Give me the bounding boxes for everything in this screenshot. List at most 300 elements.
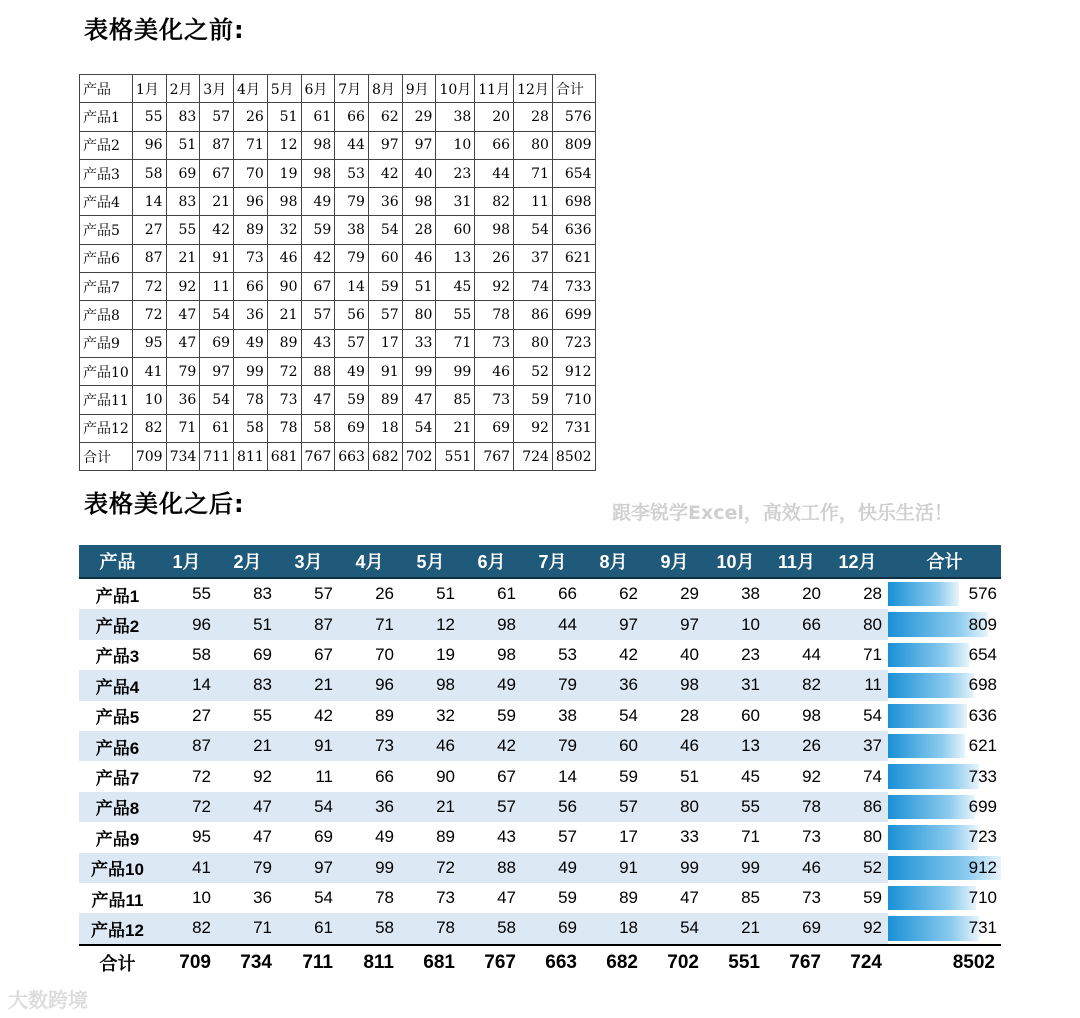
value-cell: 55: [705, 792, 766, 822]
styled-header-row: [79, 545, 1001, 578]
value-cell: 41: [156, 853, 217, 883]
value-cell: 40: [680, 644, 699, 664]
header-cell: 2月: [217, 545, 278, 578]
styled-row: [79, 731, 1001, 761]
value-cell: 70: [375, 644, 394, 664]
value-cell: 69: [314, 827, 333, 847]
value-cell: 78: [400, 913, 461, 944]
value-cell: 46: [475, 357, 514, 385]
value-cell: 59: [863, 888, 882, 908]
value-cell: 69: [522, 913, 583, 944]
value-cell: 98: [497, 644, 516, 664]
value-cell: 54: [514, 216, 553, 244]
value-cell: 74: [514, 273, 553, 301]
value-cell: 71: [514, 159, 553, 187]
value-cell: 40: [402, 159, 436, 187]
value-cell: 19: [436, 644, 455, 664]
value-cell: 58: [461, 913, 522, 944]
value-cell: 69: [475, 414, 514, 442]
header-cell: 11月: [475, 75, 514, 103]
value-cell: 79: [335, 244, 369, 272]
total-value: 576: [968, 584, 997, 604]
total-cell: 723: [552, 329, 595, 357]
total-value: 636: [968, 705, 997, 725]
value-cell: 19: [267, 159, 301, 187]
value-cell: 13: [436, 244, 475, 272]
value-cell: 61: [278, 913, 339, 944]
value-cell: 21: [278, 670, 339, 700]
row-label: 产品9: [95, 829, 140, 849]
value-cell: 82: [475, 188, 514, 216]
value-cell: 96: [132, 131, 166, 159]
total-cell: 636: [552, 216, 595, 244]
value-cell: 37: [514, 244, 553, 272]
value-cell: 98: [402, 188, 436, 216]
value-cell: 90: [436, 766, 455, 786]
value-cell: 26: [766, 731, 827, 761]
value-cell: 98: [267, 188, 301, 216]
value-cell: 10: [192, 888, 211, 908]
plain-row: [80, 244, 596, 272]
value-cell: 45: [741, 766, 760, 786]
value-cell: 12: [267, 131, 301, 159]
value-cell: 70: [234, 159, 268, 187]
row-label: 产品1: [95, 586, 140, 606]
value-cell: 551: [705, 945, 766, 980]
value-cell: 80: [863, 827, 882, 847]
value-cell: 13: [705, 731, 766, 761]
total-cell: 733: [552, 273, 595, 301]
value-cell: 79: [335, 188, 369, 216]
value-cell: 69: [253, 644, 272, 664]
value-cell: 17: [619, 827, 638, 847]
total-value: 733: [968, 766, 997, 786]
value-cell: 82: [156, 913, 217, 944]
total-cell: 8502: [552, 442, 595, 470]
value-cell: 43: [301, 329, 335, 357]
value-cell: 711: [278, 945, 339, 980]
total-cell: [888, 609, 1001, 639]
styled-row: [79, 853, 1001, 883]
value-cell: 72: [132, 301, 166, 329]
total-cell: [888, 701, 1001, 731]
total-cell: [888, 640, 1001, 670]
value-cell: 44: [335, 131, 369, 159]
total-cell: 912: [552, 357, 595, 385]
value-cell: 99: [339, 853, 400, 883]
value-cell: 97: [402, 131, 436, 159]
value-cell: 734: [217, 945, 278, 980]
header-cell: 10月: [436, 75, 475, 103]
value-cell: 58: [339, 913, 400, 944]
value-cell: 54: [278, 792, 339, 822]
plain-row: [80, 159, 596, 187]
value-cell: 36: [234, 301, 268, 329]
value-cell: 26: [475, 244, 514, 272]
value-cell: 58: [132, 159, 166, 187]
value-cell: 33: [680, 827, 699, 847]
value-cell: 682: [368, 442, 402, 470]
value-cell: 21: [166, 244, 200, 272]
value-cell: 56: [522, 792, 583, 822]
value-cell: 46: [267, 244, 301, 272]
value-cell: 72: [192, 766, 211, 786]
value-cell: 69: [335, 414, 369, 442]
value-cell: 21: [436, 414, 475, 442]
value-cell: 55: [166, 216, 200, 244]
value-cell: 71: [436, 329, 475, 357]
row-label: 产品3: [80, 159, 133, 187]
value-cell: 60: [741, 705, 760, 725]
value-cell: 11: [827, 670, 888, 700]
value-cell: 51: [166, 131, 200, 159]
value-cell: 767: [475, 442, 514, 470]
header-cell: 2月: [166, 75, 200, 103]
value-cell: 78: [234, 386, 268, 414]
value-cell: 36: [583, 670, 644, 700]
value-cell: 21: [267, 301, 301, 329]
total-cell: 654: [552, 159, 595, 187]
styled-row: [79, 609, 1001, 639]
value-cell: 82: [132, 414, 166, 442]
value-cell: 66: [375, 766, 394, 786]
total-value: 912: [968, 857, 997, 877]
value-cell: 702: [402, 442, 436, 470]
styled-table: [79, 545, 1001, 980]
value-cell: 682: [583, 945, 644, 980]
value-cell: 60: [583, 731, 644, 761]
header-cell: 5月: [400, 545, 461, 578]
value-cell: 59: [335, 386, 369, 414]
value-cell: 71: [863, 644, 882, 664]
value-cell: 14: [156, 670, 217, 700]
value-cell: 58: [192, 644, 211, 664]
value-cell: 54: [619, 705, 638, 725]
header-cell: 6月: [461, 545, 522, 578]
value-cell: 29: [680, 584, 699, 604]
total-cell: 621: [552, 244, 595, 272]
total-value: 654: [968, 644, 997, 664]
row-label: 产品4: [80, 188, 133, 216]
plain-row: [80, 131, 596, 159]
value-cell: 46: [402, 244, 436, 272]
header-cell: 9月: [402, 75, 436, 103]
value-cell: 87: [200, 131, 234, 159]
value-cell: 49: [234, 329, 268, 357]
value-cell: 57: [314, 584, 333, 604]
value-cell: 55: [253, 705, 272, 725]
value-cell: 20: [802, 584, 821, 604]
value-cell: 78: [375, 888, 394, 908]
header-cell: 合计: [552, 75, 595, 103]
value-cell: 54: [863, 705, 882, 725]
value-cell: 37: [827, 731, 888, 761]
row-label: 产品3: [95, 647, 140, 667]
value-cell: 66: [234, 273, 268, 301]
value-cell: 47: [166, 329, 200, 357]
plain-header-row: [80, 75, 596, 103]
header-cell: 5月: [267, 75, 301, 103]
value-cell: 89: [619, 888, 638, 908]
styled-row: [79, 792, 1001, 822]
value-cell: 99: [402, 357, 436, 385]
value-cell: 53: [335, 159, 369, 187]
value-cell: 29: [402, 103, 436, 131]
styled-row: [79, 670, 1001, 700]
value-cell: 98: [802, 705, 821, 725]
value-cell: 36: [339, 792, 400, 822]
value-cell: 12: [400, 609, 461, 639]
value-cell: 71: [217, 913, 278, 944]
plain-row: [80, 301, 596, 329]
value-cell: 42: [314, 705, 333, 725]
value-cell: 80: [402, 301, 436, 329]
styled-row: [79, 640, 1001, 670]
value-cell: 47: [217, 792, 278, 822]
value-cell: 11: [200, 273, 234, 301]
value-cell: 42: [200, 216, 234, 244]
total-cell: 809: [552, 131, 595, 159]
total-value: 621: [968, 736, 997, 756]
header-cell: 10月: [705, 545, 766, 578]
value-cell: 61: [497, 584, 516, 604]
value-cell: 36: [166, 386, 200, 414]
watermark-text: 大数跨境: [8, 988, 88, 1012]
value-cell: 51: [436, 584, 455, 604]
header-cell: 1月: [132, 75, 166, 103]
value-cell: 58: [234, 414, 268, 442]
value-cell: 85: [741, 888, 760, 908]
value-cell: 51: [402, 273, 436, 301]
value-cell: 36: [368, 188, 402, 216]
value-cell: 85: [436, 386, 475, 414]
value-cell: 28: [402, 216, 436, 244]
value-cell: 42: [301, 244, 335, 272]
value-cell: 38: [436, 103, 475, 131]
value-cell: 709: [132, 442, 166, 470]
value-cell: 79: [522, 670, 583, 700]
value-cell: 83: [166, 103, 200, 131]
value-cell: 32: [436, 705, 455, 725]
value-cell: 92: [253, 766, 272, 786]
value-cell: 31: [705, 670, 766, 700]
header-cell: 11月: [766, 545, 827, 578]
value-cell: 58: [301, 414, 335, 442]
value-cell: 86: [827, 792, 888, 822]
value-cell: 55: [192, 584, 211, 604]
value-cell: 97: [368, 131, 402, 159]
styled-row: [79, 822, 1001, 852]
styled-row: [79, 761, 1001, 791]
total-cell: 8502: [888, 945, 1001, 980]
value-cell: 99: [234, 357, 268, 385]
value-cell: 45: [436, 273, 475, 301]
value-cell: 95: [192, 827, 211, 847]
total-cell: [888, 731, 1001, 761]
total-value: 698: [968, 675, 997, 695]
value-cell: 71: [166, 414, 200, 442]
value-cell: 44: [475, 159, 514, 187]
value-cell: 26: [234, 103, 268, 131]
value-cell: 46: [644, 731, 705, 761]
total-cell: 731: [552, 414, 595, 442]
value-cell: 20: [475, 103, 514, 131]
value-cell: 92: [475, 273, 514, 301]
value-cell: 67: [314, 644, 333, 664]
value-cell: 27: [192, 705, 211, 725]
row-label: 产品7: [95, 769, 140, 789]
value-cell: 28: [680, 705, 699, 725]
value-cell: 69: [766, 913, 827, 944]
value-cell: 71: [339, 609, 400, 639]
value-cell: 97: [583, 609, 644, 639]
value-cell: 47: [680, 888, 699, 908]
value-cell: 92: [802, 766, 821, 786]
value-cell: 44: [802, 644, 821, 664]
row-label: 合计: [79, 945, 156, 980]
value-cell: 767: [766, 945, 827, 980]
value-cell: 57: [583, 792, 644, 822]
value-cell: 95: [132, 329, 166, 357]
value-cell: 663: [335, 442, 369, 470]
slogan-text: 跟李锐学Excel，高效工作，快乐生活！: [612, 502, 953, 524]
value-cell: 60: [436, 216, 475, 244]
total-cell: [888, 853, 1001, 883]
row-label: 产品8: [79, 792, 156, 822]
value-cell: 52: [827, 853, 888, 883]
value-cell: 54: [402, 414, 436, 442]
value-cell: 89: [436, 827, 455, 847]
row-label: 合计: [80, 442, 133, 470]
value-cell: 98: [461, 609, 522, 639]
header-cell: 4月: [234, 75, 268, 103]
value-cell: 92: [514, 414, 553, 442]
value-cell: 62: [368, 103, 402, 131]
row-label: 产品4: [79, 670, 156, 700]
value-cell: 83: [253, 584, 272, 604]
value-cell: 38: [558, 705, 577, 725]
value-cell: 59: [301, 216, 335, 244]
value-cell: 87: [278, 609, 339, 639]
total-cell: 576: [552, 103, 595, 131]
value-cell: 80: [827, 609, 888, 639]
value-cell: 59: [619, 766, 638, 786]
value-cell: 36: [253, 888, 272, 908]
value-cell: 14: [132, 188, 166, 216]
value-cell: 52: [514, 357, 553, 385]
total-value: 710: [968, 888, 997, 908]
value-cell: 57: [301, 301, 335, 329]
row-label: 产品1: [80, 103, 133, 131]
value-cell: 51: [217, 609, 278, 639]
value-cell: 83: [217, 670, 278, 700]
value-cell: 69: [166, 159, 200, 187]
plain-row: [80, 386, 596, 414]
value-cell: 11: [315, 766, 333, 786]
total-value: 809: [968, 614, 997, 634]
value-cell: 57: [368, 301, 402, 329]
value-cell: 71: [741, 827, 760, 847]
value-cell: 21: [200, 188, 234, 216]
plain-row: [80, 273, 596, 301]
header-cell: 6月: [301, 75, 335, 103]
value-cell: 91: [368, 357, 402, 385]
value-cell: 97: [644, 609, 705, 639]
header-cell: 产品: [79, 545, 156, 578]
total-value: 699: [968, 796, 997, 816]
value-cell: 57: [200, 103, 234, 131]
row-label: 产品8: [80, 301, 133, 329]
value-cell: 55: [436, 301, 475, 329]
value-cell: 46: [766, 853, 827, 883]
value-cell: 89: [368, 386, 402, 414]
row-label: 产品2: [79, 609, 156, 639]
value-cell: 61: [200, 414, 234, 442]
value-cell: 73: [475, 329, 514, 357]
value-cell: 80: [514, 131, 553, 159]
value-cell: 49: [461, 670, 522, 700]
row-label: 产品6: [80, 244, 133, 272]
header-cell: 1月: [156, 545, 217, 578]
value-cell: 14: [558, 766, 577, 786]
value-cell: 96: [339, 670, 400, 700]
row-label: 产品11: [80, 386, 133, 414]
value-cell: 33: [402, 329, 436, 357]
plain-row: [80, 188, 596, 216]
value-cell: 54: [644, 913, 705, 944]
value-cell: 80: [644, 792, 705, 822]
heading-before: 表格美化之前:: [84, 16, 245, 44]
value-cell: 21: [400, 792, 461, 822]
value-cell: 80: [514, 329, 553, 357]
value-cell: 711: [200, 442, 234, 470]
value-cell: 47: [166, 301, 200, 329]
row-label: 产品12: [80, 414, 133, 442]
value-cell: 47: [402, 386, 436, 414]
value-cell: 66: [475, 131, 514, 159]
value-cell: 59: [558, 888, 577, 908]
total-cell: [888, 792, 1001, 822]
value-cell: 11: [514, 188, 553, 216]
value-cell: 10: [132, 386, 166, 414]
value-cell: 49: [522, 853, 583, 883]
header-cell: 产品: [80, 75, 133, 103]
value-cell: 98: [301, 159, 335, 187]
plain-table: [79, 74, 596, 471]
value-cell: 73: [339, 731, 400, 761]
total-cell: 699: [552, 301, 595, 329]
header-cell: 3月: [200, 75, 234, 103]
row-label: 产品2: [80, 131, 133, 159]
value-cell: 72: [267, 357, 301, 385]
value-cell: 54: [314, 888, 333, 908]
value-cell: 23: [741, 644, 760, 664]
value-cell: 54: [368, 216, 402, 244]
value-cell: 73: [234, 244, 268, 272]
header-cell: 9月: [644, 545, 705, 578]
value-cell: 41: [132, 357, 166, 385]
styled-footer-row: [79, 945, 1001, 980]
value-cell: 59: [497, 705, 516, 725]
value-cell: 551: [436, 442, 475, 470]
value-cell: 99: [436, 357, 475, 385]
header-cell: 4月: [339, 545, 400, 578]
value-cell: 44: [522, 609, 583, 639]
value-cell: 18: [368, 414, 402, 442]
value-cell: 96: [156, 609, 217, 639]
value-cell: 73: [802, 888, 821, 908]
value-cell: 67: [497, 766, 516, 786]
